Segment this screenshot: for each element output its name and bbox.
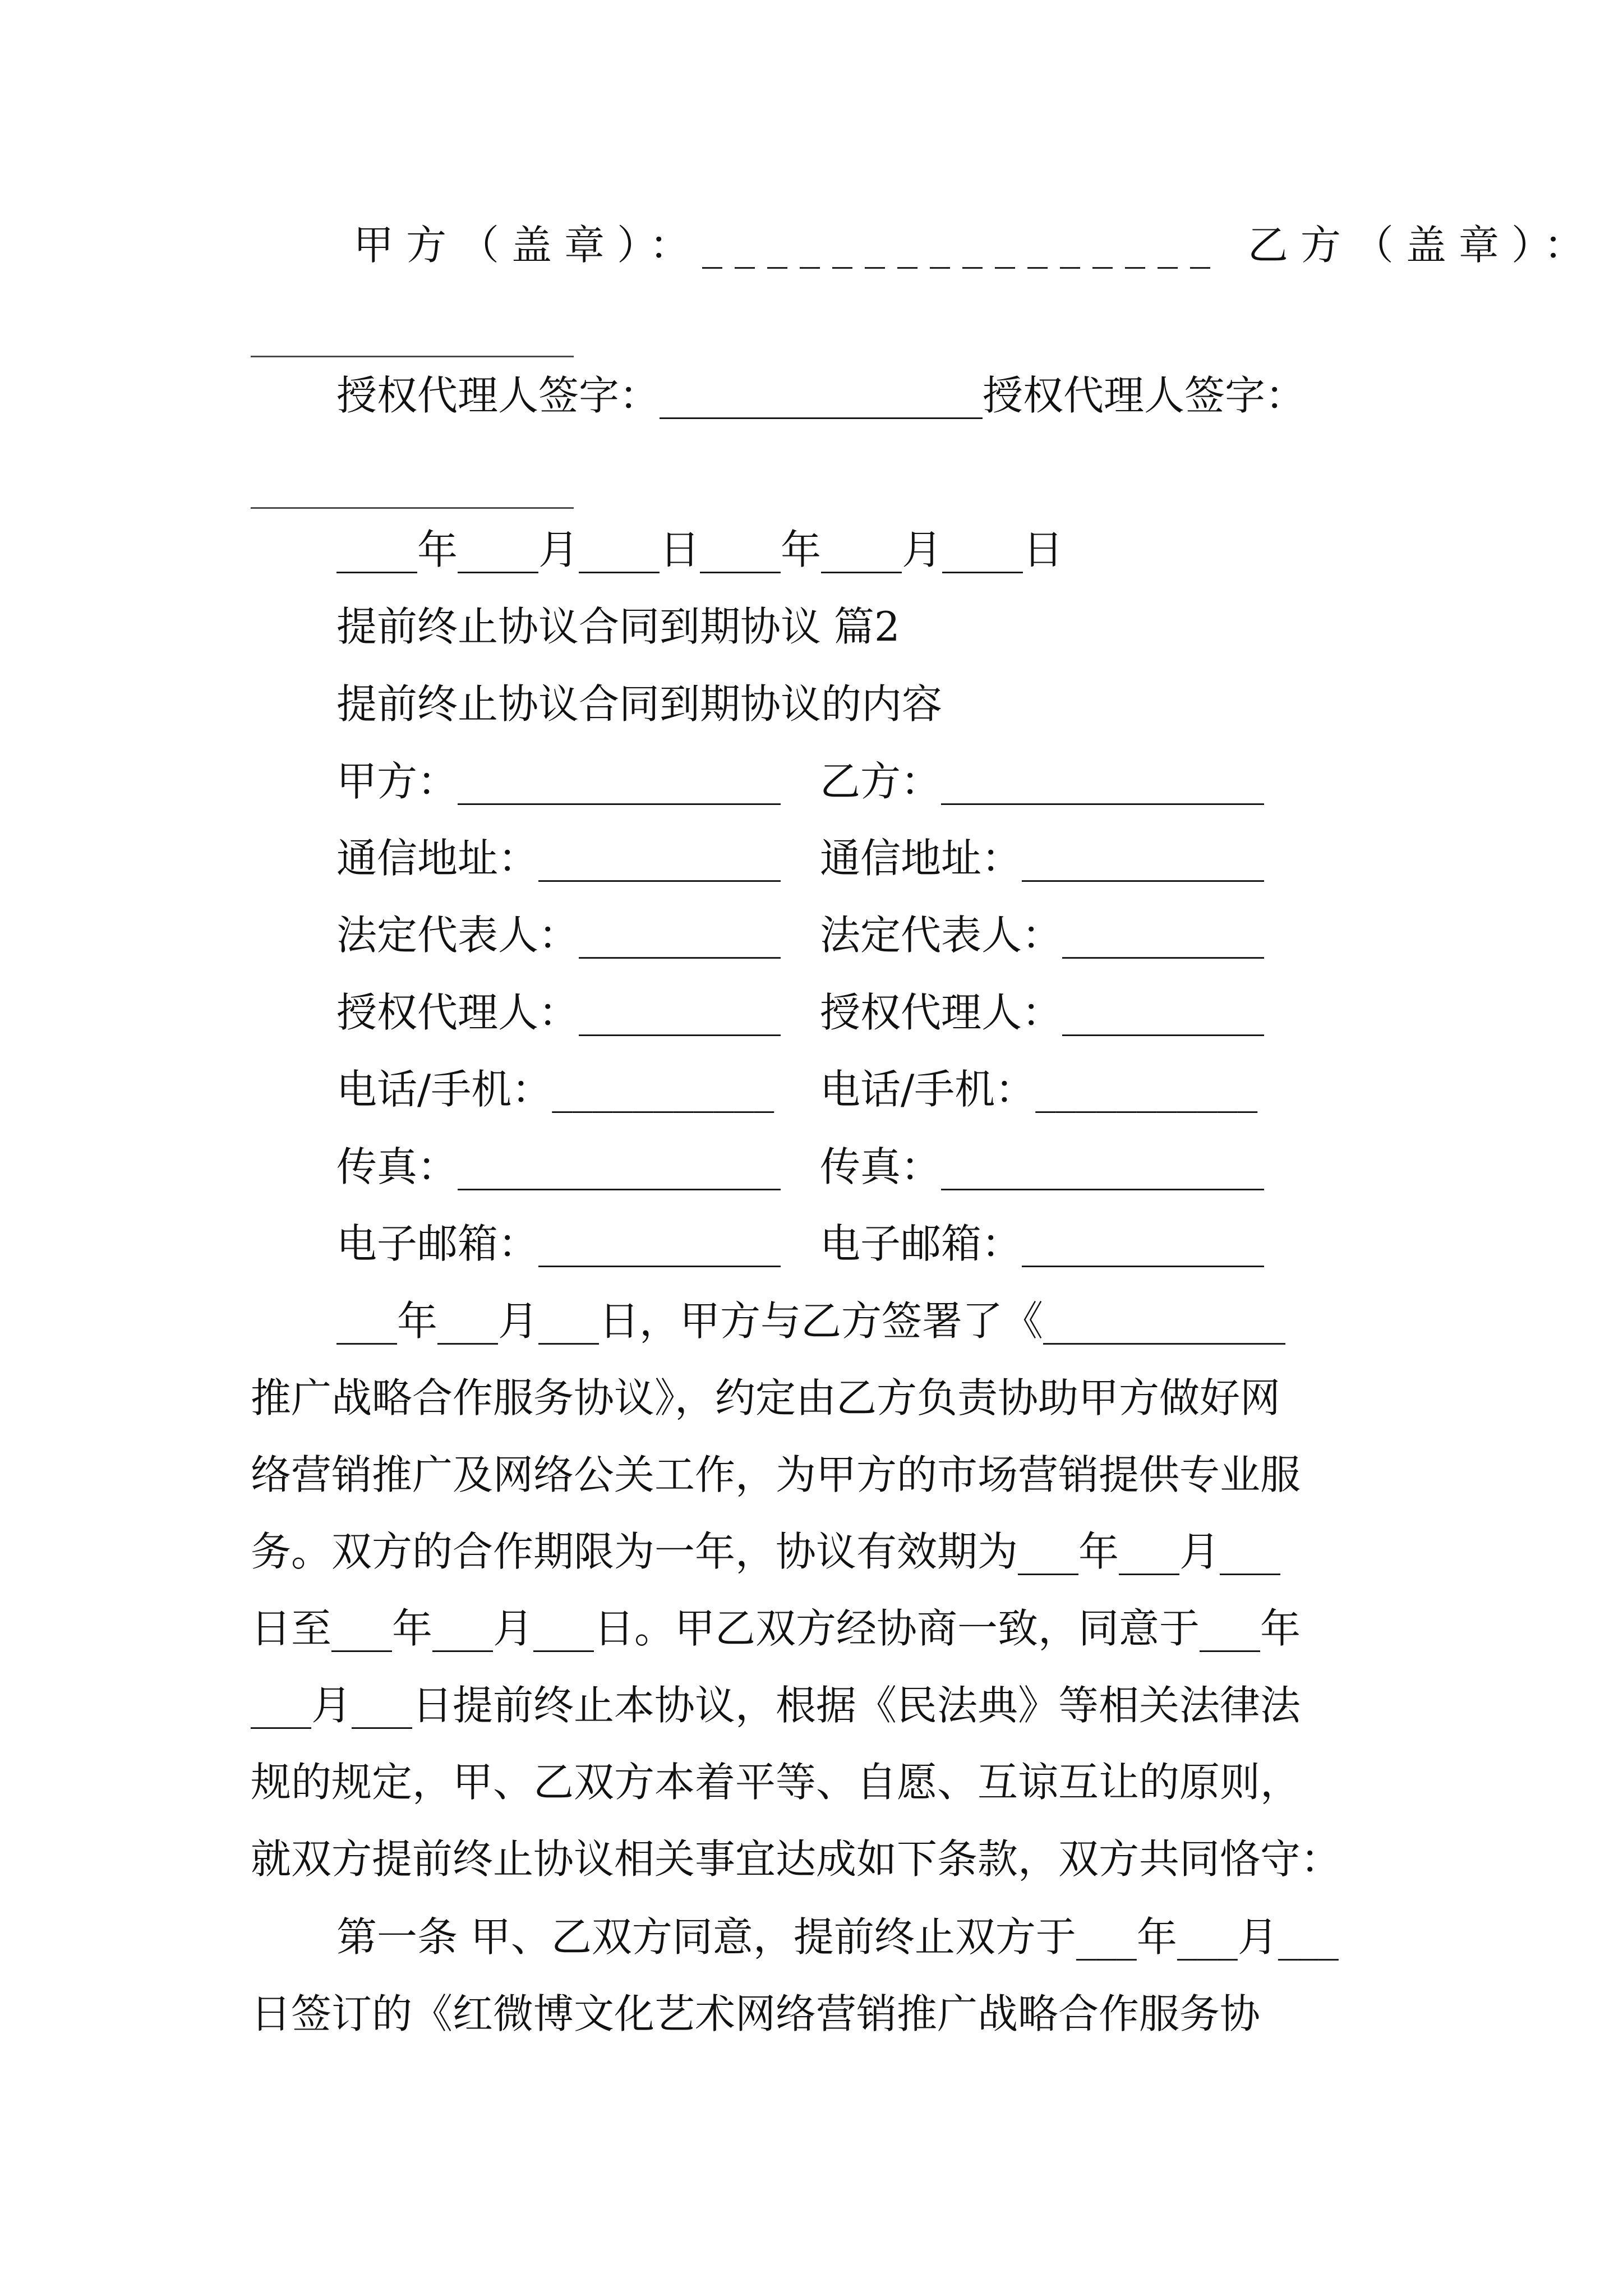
paragraph-article-one (251, 1899, 1389, 2053)
paragraph-line: 务。双方的合作期限为一年，协议有效期为___年___月___ (251, 1528, 1281, 1575)
field-right: 法定代表人：__________ (820, 912, 1265, 959)
agent-sign-line: 授权代理人签字：________________授权代理人签字： (336, 372, 1306, 419)
field-left: 电子邮箱：____________ (336, 1220, 781, 1267)
blank-line: ________________ (251, 462, 574, 509)
paragraph-line: 规的规定，甲、乙双方本着平等、自愿、互谅互让的原则， (251, 1759, 1301, 1806)
paragraph-line: 络营销推广及网络公关工作，为甲方的市场营销提供专业服 (251, 1451, 1301, 1498)
section-title: 提前终止协议合同到期协议 篇2 (336, 603, 900, 650)
field-right: 传真：________________ (820, 1143, 1265, 1190)
field-left: 甲方：________________ (336, 758, 781, 805)
field-left: 法定代表人：__________ (336, 912, 781, 959)
paragraph-line: 第一条 甲、乙双方同意，提前终止双方于___年___月___ (336, 1913, 1339, 1961)
section-subtitle: 提前终止协议合同到期协议的内容 (336, 680, 943, 728)
blank-line: ________________ (251, 310, 574, 357)
field-right: 电话/手机：___________ (820, 1066, 1258, 1113)
paragraph-termination-background (251, 1283, 1389, 1898)
paragraph-line: ___月___日提前终止本协议，根据《民法典》等相关法律法 (251, 1682, 1301, 1729)
field-left: 传真：________________ (336, 1143, 781, 1190)
field-right: 电子邮箱：____________ (820, 1220, 1265, 1267)
field-left: 电话/手机：___________ (336, 1066, 774, 1113)
paragraph-line: 日至___年___月___日。甲乙双方经协商一致，同意于___年 (251, 1605, 1301, 1652)
paragraph-line: 推广战略合作服务协议》，约定由乙方负责协助甲方做好网 (251, 1374, 1281, 1421)
field-left: 授权代理人：__________ (336, 989, 781, 1036)
paragraph-line: ___年___月___日，甲方与乙方签署了《____________ (336, 1297, 1286, 1345)
date-line: ____年____月____日____年____月____日 (336, 526, 1063, 573)
field-left: 通信地址：____________ (336, 835, 781, 882)
seal-line: 甲方（盖章）：________________ 乙方（盖章）： (353, 222, 1597, 269)
field-right: 通信地址：____________ (820, 835, 1265, 882)
field-right: 乙方：________________ (820, 758, 1265, 805)
paragraph-line: 就双方提前终止协议相关事宜达成如下条款，双方共同恪守： (251, 1835, 1341, 1883)
field-right: 授权代理人：__________ (820, 989, 1265, 1036)
paragraph-line: 日签订的《红微博文化艺术网络营销推广战略合作服务协 (251, 1990, 1261, 2037)
